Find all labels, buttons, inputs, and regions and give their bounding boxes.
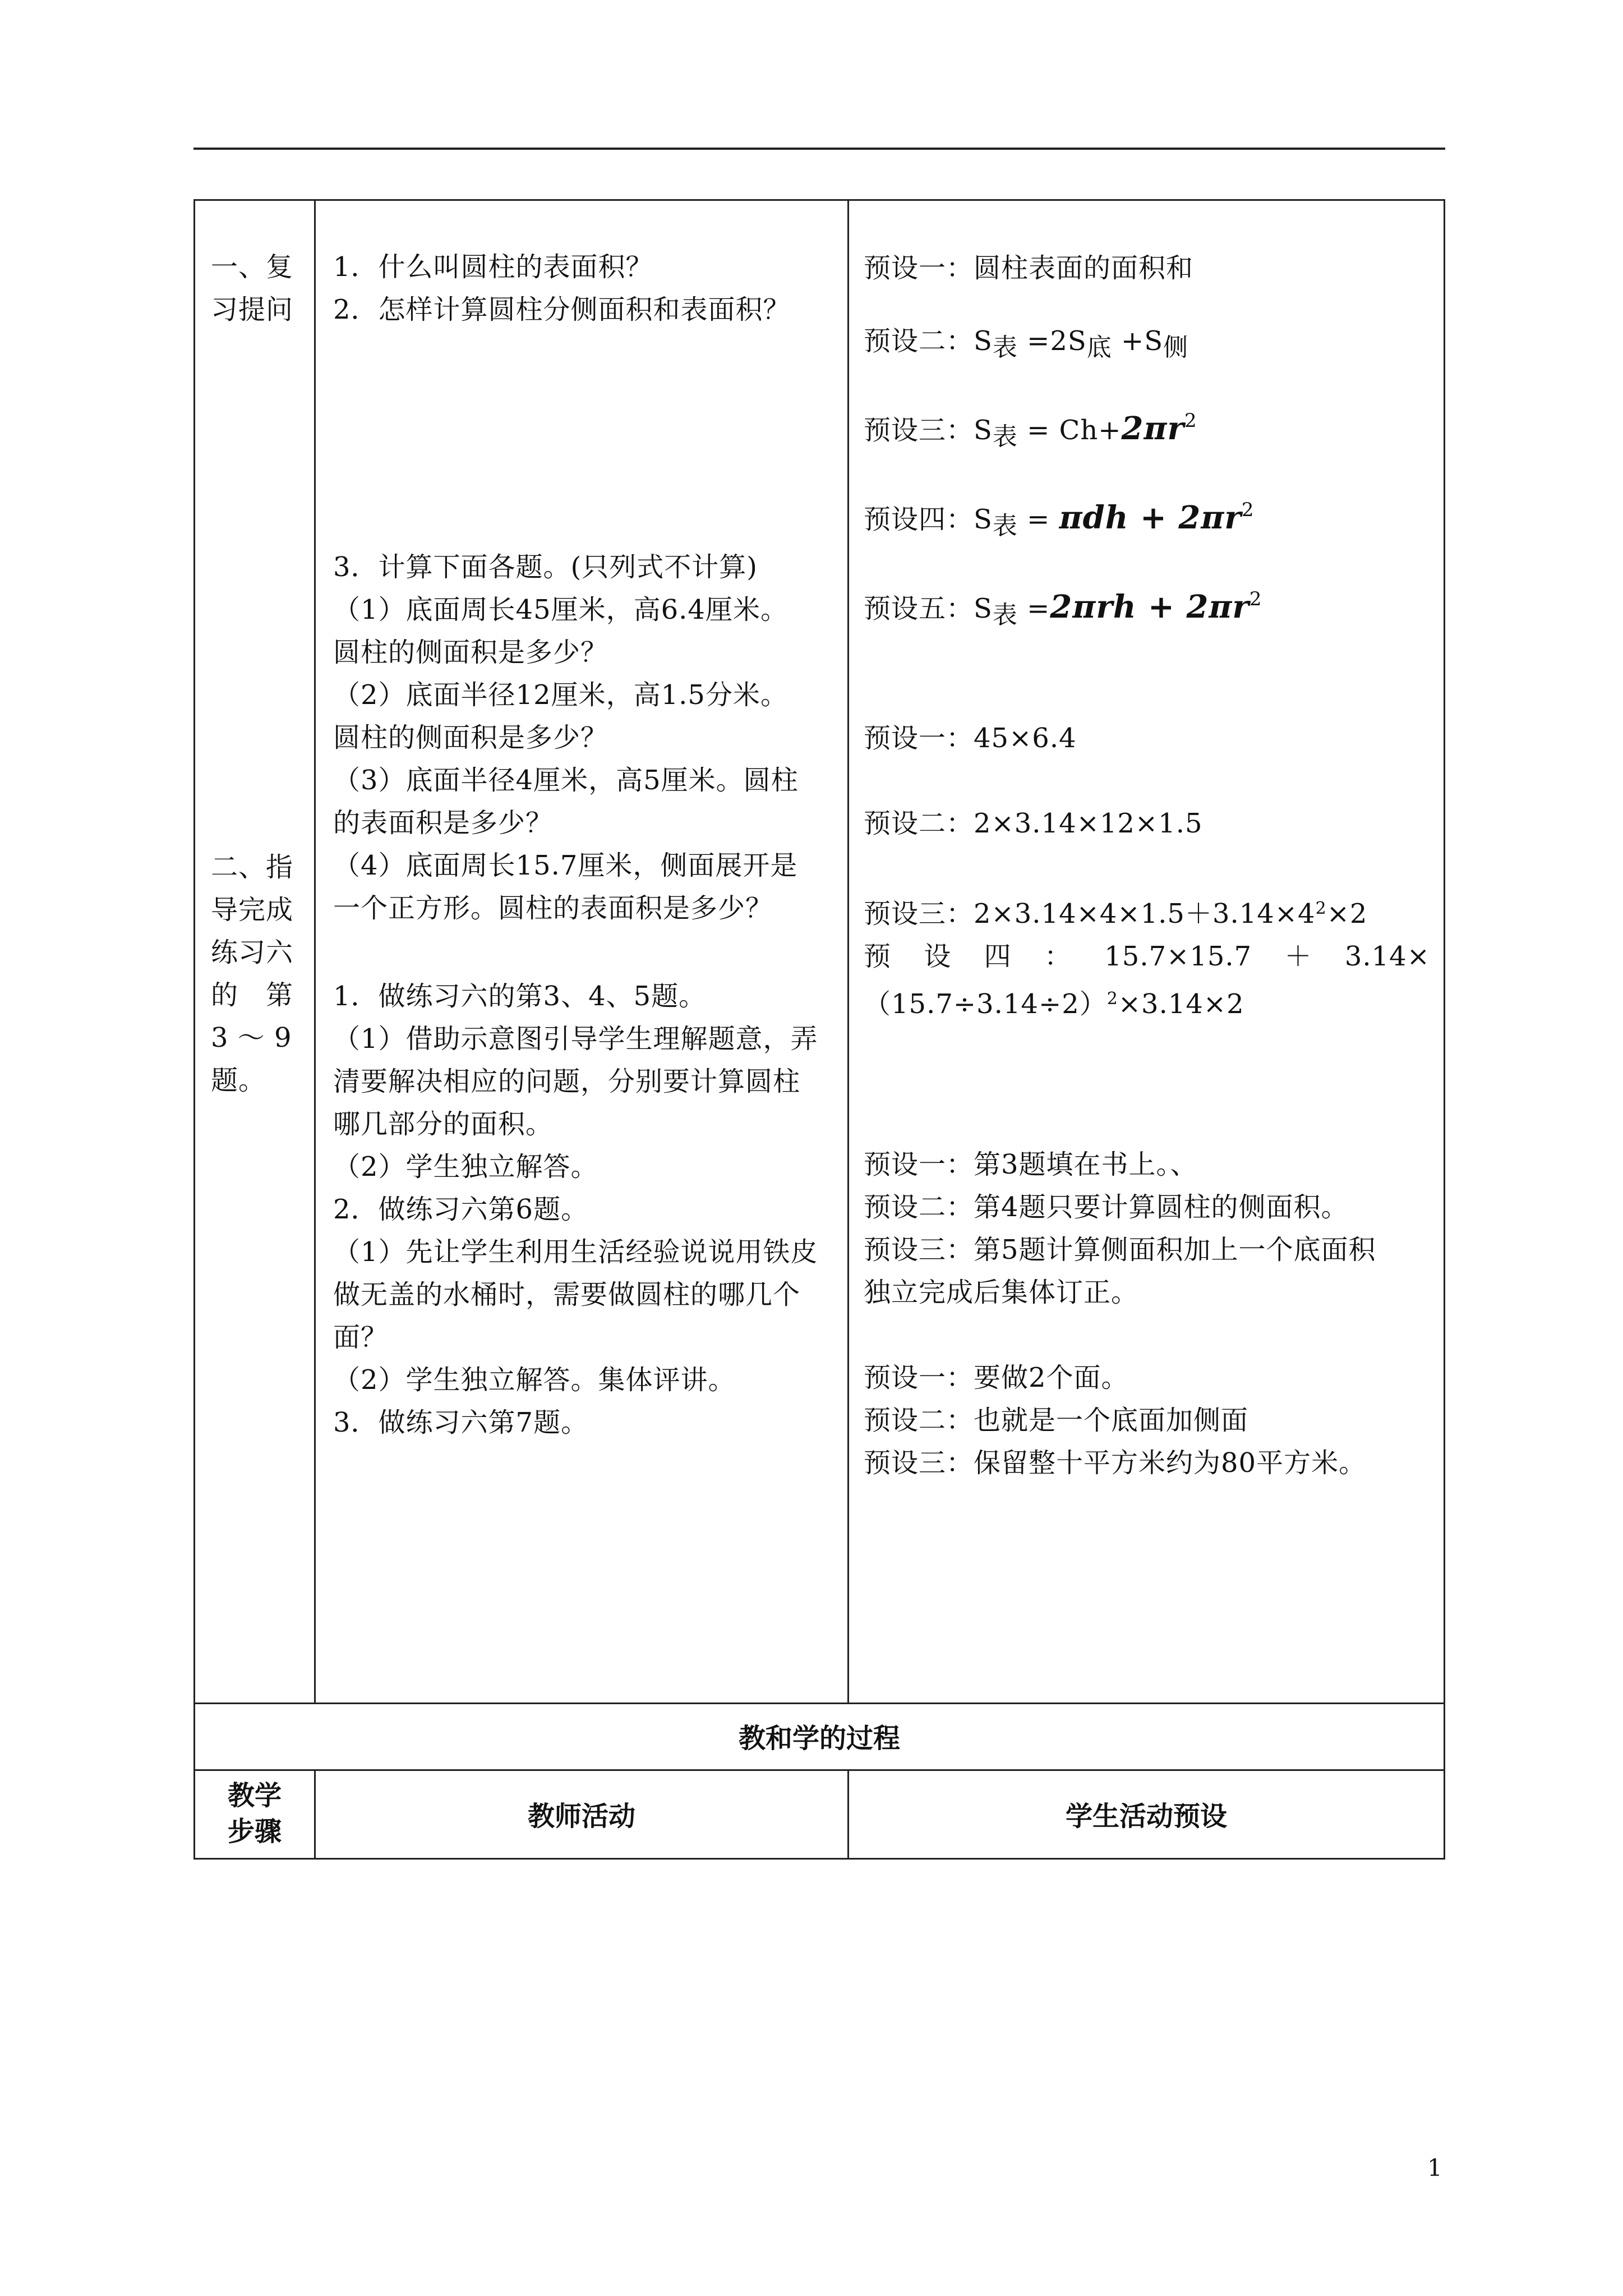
teacher-review-line: 2．怎样计算圆柱分侧面积和表面积？ [333, 294, 791, 325]
formula-3-sub: 表 [992, 422, 1018, 451]
calc-4-line2 [864, 978, 1430, 1025]
teacher-calc-line: （3）底面半径4厘米，高5厘米。圆柱 [333, 765, 799, 796]
formula-1: 预设一：圆柱表面的面积和 [864, 252, 1194, 284]
col-divider-2 [847, 201, 849, 1703]
calc-4-part: 设 [924, 941, 952, 972]
teacher-exercise-line: 清要解决相应的问题，分别要计算圆柱 [333, 1066, 801, 1097]
teacher-calc [333, 546, 849, 930]
step-review-line: 一、复 [211, 251, 294, 283]
teacher-calc-line: 圆柱的侧面积是多少？ [333, 722, 608, 753]
teacher-exercise-line: （1）借助示意图引导学生理解题意，弄 [333, 1023, 818, 1055]
col-divider-1 [314, 201, 316, 1703]
calc-4-part: 四 [984, 941, 1012, 972]
calc-4-tail: ×3.14×2 [1118, 988, 1244, 1020]
formula-5-label: 预设五：S [864, 593, 993, 624]
formula-4-sup: 2 [1241, 499, 1255, 521]
step-guide-line: 练习六 [211, 937, 294, 968]
step-guide-line: 3 ～ 9 [211, 1022, 292, 1053]
formula-5-sub: 表 [992, 601, 1018, 629]
calc-2: 预设二：2×3.14×12×1.5 [864, 808, 1203, 839]
exercise-2-line: 预设二：也就是一个底面加侧面 [864, 1405, 1249, 1436]
teacher-review-line: 1．什么叫圆柱的表面积？ [333, 251, 653, 283]
teacher-exercise-line: （2）学生独立解答。 [333, 1151, 598, 1182]
teacher-exercise-line: 做无盖的水桶时，需要做圆柱的哪几个 [333, 1279, 801, 1310]
calc-4-part: ： [1044, 941, 1072, 972]
formula-3-math: 2πr [1121, 410, 1184, 447]
exercise-1-line: 预设二：第4题只要计算圆柱的侧面积。 [864, 1191, 1349, 1223]
formula-2-sub2: 底 [1086, 333, 1112, 362]
formula-2-label: 预设二：S [864, 325, 993, 357]
calc-3-text: 预设三：2×3.14×4×1.5＋3.14×4 [864, 898, 1316, 930]
teacher-exercise-line: 面？ [333, 1322, 389, 1353]
formula-2-sub1: 表 [992, 333, 1018, 362]
teacher-calc-line: 一个正方形。圆柱的表面积是多少？ [333, 892, 773, 924]
step-guide-line: 题。 [211, 1065, 266, 1096]
calc-3 [864, 887, 1430, 935]
formula-4-sub: 表 [992, 512, 1018, 540]
header-rule [193, 148, 1445, 150]
calc-3-sup: 2 [1315, 899, 1327, 918]
step-guide-line: 二、指 [211, 852, 294, 883]
col-header-steps-line: 教学 [227, 1780, 282, 1811]
calc-4-part: 3.14× [1344, 941, 1430, 972]
formula-5-mid: = [1017, 593, 1050, 624]
exercise-2-line: 预设一：要做2个面。 [864, 1362, 1129, 1393]
col-header-steps [195, 1769, 314, 1858]
exercise-1-line: 独立完成后集体订正。 [864, 1277, 1139, 1308]
teacher-exercise-line: 3．做练习六第7题。 [333, 1407, 589, 1438]
formula-2-mid2: +S [1112, 325, 1164, 357]
formula-3-mid: = Ch+ [1017, 415, 1122, 446]
step-review-line: 习提问 [211, 294, 294, 325]
exercise-1-line: 预设一：第3题填在书上。、 [864, 1149, 1198, 1180]
exercise-1-line: 预设三：第5题计算侧面积加上一个底面积 [864, 1234, 1376, 1266]
formula-4 [864, 487, 1430, 549]
teacher-exercise-line: 2．做练习六第6题。 [333, 1194, 589, 1225]
teacher-exercise-line: （1）先让学生利用生活经验说说用铁皮 [333, 1236, 818, 1268]
step-guide-line: 导完成 [211, 894, 294, 926]
teacher-calc-line: 的表面积是多少？ [333, 807, 554, 839]
teacher-exercise-line: 哪几部分的面积。 [333, 1108, 554, 1140]
process-title: 教和学的过程 [738, 1723, 900, 1754]
col-header-teacher: 教师活动 [527, 1800, 635, 1832]
student-exercise-1 [864, 1143, 1430, 1314]
formula-5-math: 2πrh + 2πr [1050, 588, 1249, 625]
formula-3 [864, 398, 1430, 459]
formula-2-mid: =2S [1017, 325, 1087, 357]
formula-4-mid: = [1017, 504, 1059, 535]
teacher-calc-line: 3．计算下面各题。(只列式不计算) [333, 551, 758, 583]
teacher-calc-line: （2）底面半径12厘米，高1.5分米。 [333, 679, 788, 711]
calc-4-part: ＋ [1284, 941, 1312, 972]
teacher-review [333, 246, 849, 331]
exercise-2-line: 预设三：保留整十平方米约为80平方米。 [864, 1447, 1367, 1479]
lesson-table [193, 199, 1445, 1860]
formula-2-sub3: 侧 [1163, 333, 1189, 362]
teacher-calc-line: （4）底面周长15.7厘米，侧面展开是 [333, 850, 798, 881]
step-guide [211, 846, 306, 1102]
calc-4-line1 [864, 935, 1430, 978]
student-formulas [864, 246, 1430, 638]
teacher-calc-line: 圆柱的侧面积是多少？ [333, 637, 608, 668]
step-guide-line: 的 第 [211, 979, 294, 1011]
teacher-exercise-line: （2）学生独立解答。集体评讲。 [333, 1364, 736, 1396]
teacher-exercise-line: 1．做练习六的第3、4、5题。 [333, 981, 707, 1012]
calc-4-part: 预 [864, 941, 892, 972]
teacher-exercise [333, 975, 849, 1444]
formula-5 [864, 577, 1430, 638]
calc-4-head: （15.7÷3.14÷2） [864, 988, 1107, 1020]
calc-4-sup: 2 [1106, 989, 1118, 1009]
formula-3-sup: 2 [1184, 409, 1197, 432]
student-exercise-2 [864, 1356, 1430, 1484]
student-calcs [864, 717, 1430, 1025]
formula-2 [864, 319, 1430, 370]
calc-1: 预设一：45×6.4 [864, 723, 1077, 754]
calc-3-tail: ×2 [1326, 898, 1368, 930]
formula-3-label: 预设三：S [864, 415, 993, 446]
step-review [211, 246, 306, 331]
col-header-steps-line: 步骤 [227, 1816, 282, 1847]
page-number: 1 [1427, 2154, 1442, 2182]
formula-4-label: 预设四：S [864, 504, 993, 535]
teacher-calc-line: （1）底面周长45厘米，高6.4厘米。 [333, 594, 788, 625]
formula-4-math: πdh + 2πr [1059, 499, 1242, 536]
col-header-student: 学生活动预设 [1065, 1800, 1227, 1832]
calc-4-part: 15.7×15.7 [1104, 941, 1252, 972]
formula-5-sup: 2 [1249, 588, 1262, 610]
